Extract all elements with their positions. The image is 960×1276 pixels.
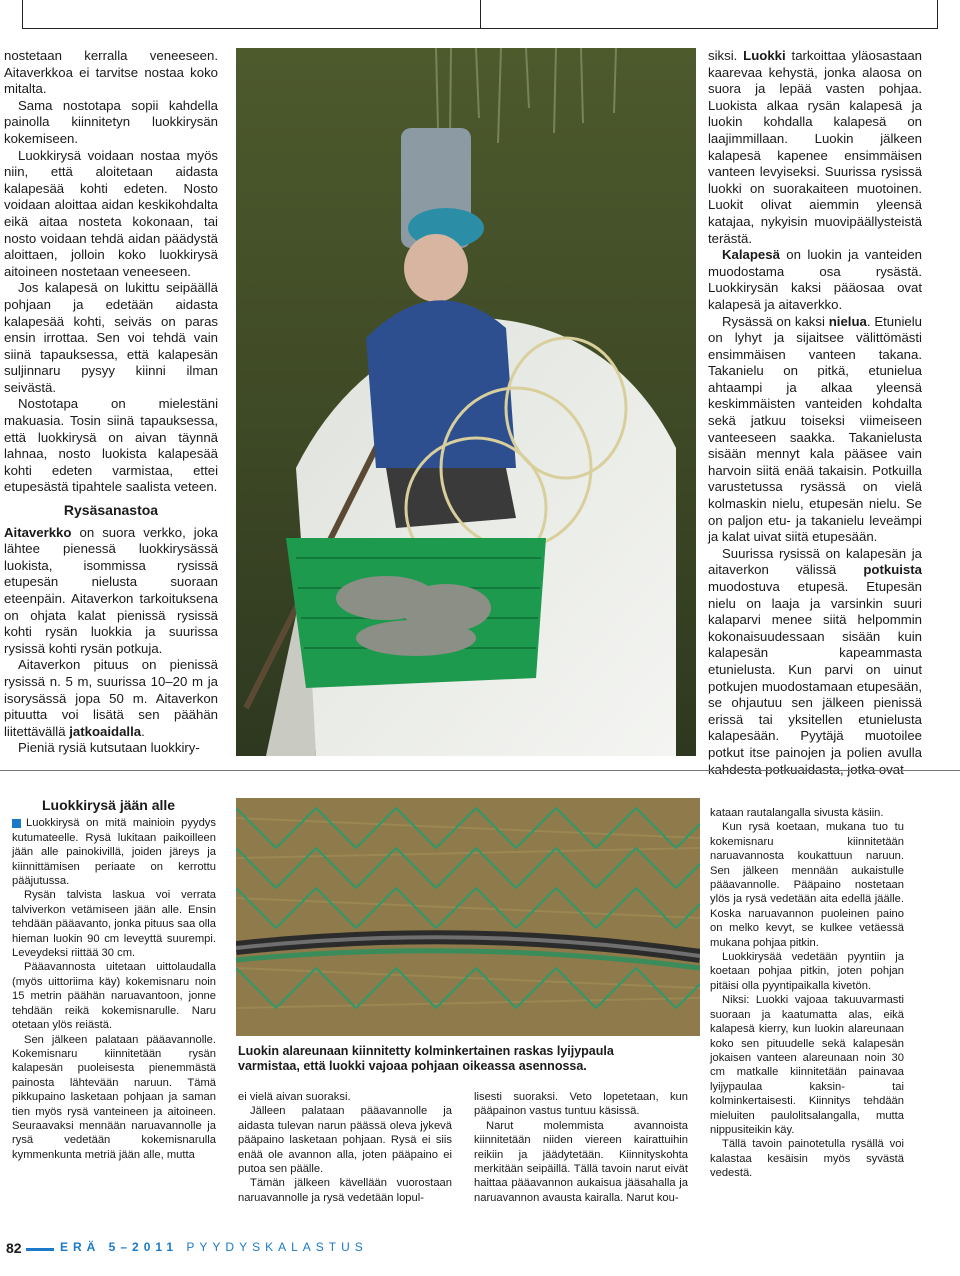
box-column-3 (474, 1090, 688, 1205)
net-photo (236, 798, 700, 1036)
paragraph: Suurissa rysissä on kalapesän ja aitaverkon välissä potkuista muodostuva etupesä. Etupesän nielu on laaja ja varsinkin suuri kalaparvi menee siitä helpommin kokonaisuudessaan sisään kuin kalapesän kapeammasta etunielusta. Kun parvi on uinut potkujen muodostamaan etupesään, se ohjautuu sen jälkeen pienissä erissä tai yksitellen etunielusta kalapesään. Pyytäjä muotoilee potkut itse painojen ja polien avulla (708, 545, 922, 760)
paragraph: Rysän talvista laskua voi verrata talviverkon vetämiseen jään alle. Ensin tehdään pääavanto, jonka pituus saa olla hieman luokin 90 cm leveyttä suurempi. Leveydeksi riittää 30 cm. (12, 889, 216, 960)
section-divider (0, 770, 960, 771)
magazine-issue: ERÄ 5–2011 (60, 1240, 179, 1254)
section-name: PYYDYSKALASTUS (186, 1240, 368, 1254)
paragraph: Pääavannosta uitetaan uittolaudalla (myös uittoriima käy) kokemisnaru noin 15 metrin päähän naruavantoon, jonne tehdään reikä kokemisnarulle. Naru otetaan ylös reiästä. (12, 961, 216, 1032)
paragraph: Aitaverkko on suora verkko, joka lähtee pienessä luokkirysässä luokista, isommissa rysissä etupesän nielusta suoraan eteenpäin. Aitaverkon tarkoituksena on ohjata kalat pienissä rysissä kohti rysän luokkia ja suurissa rysissä kohti rysän potkuja. (4, 524, 218, 656)
net-photo-caption: Luokin alareunaan kiinnitetty kolminkertainen raskas lyijypaula varmistaa, että luokki vajoaa pohjaan oikeassa asennossa. (238, 1044, 614, 1073)
paragraph: Jos kalapesä on lukittu seipäällä pohjaan ja edetään aidasta kalapesää kohti, seiväs on paras ensin irrottaa. Sen voi tehdä vain siinä tapauksessa, että kalapesän suljinnaru pysyy kiinni ilman seivästä. (4, 280, 218, 395)
footer-label (60, 1240, 368, 1254)
paragraph: Aitaverkon pituus on pienissä rysissä n. 5 m, suurissa 10–20 m ja isorysässä jopa 50 m. Aitaverkon pituutta voi lisätä sen päähän liitettävällä jatkoaidalla. (4, 657, 218, 739)
glossary-term: Kalapesä (722, 247, 780, 263)
paragraph: Kalapesä on luokin ja vanteiden muodostama osa rysästä. Luokkirysän kaksi pääosaa ovat kalapesä ja aitaverkko. (708, 247, 922, 312)
paragraph: Nostotapa on mielestäni makuasia. Tosin siinä tapauksessa, että luokkirysä on aivan täynnä lahnaa, nosto luokista kalapesää kohti edeten varmistaa, ettei etupesästä tipahtele saalista veteen. (4, 396, 218, 495)
glossary-term: jatkoaidalla (69, 723, 142, 739)
net-closeup-photo (236, 798, 700, 1036)
paragraph: Tämän jälkeen kävellään vuorostaan naruavannolle ja rysä vedetään lopul- (238, 1177, 452, 1204)
paragraph: Jälleen palataan pääavannolle ja aidasta tulevan narun päässä oleva jykevä pääpaino lasketaan pohjaan. Rysä ei siis enää ole avannon alla, joten pääpaino ei putoa sen päälle. (238, 1105, 452, 1176)
glossary-term: nielua (828, 313, 867, 329)
page-number: 82 (6, 1240, 22, 1256)
paragraph: siksi. Luokki tarkoittaa yläosastaan kaarevaa kehystä, jonka alaosa on suora ja lepää vasten pohjaa. Luokista alkaa rysän kalapesä ja luokin kohdalla kalapesä on laajimmillaan. Luokin jälkeen kalapesä kapenee ensimmäisen vanteen levyiseksi. Suurissa rysissä luokki on suorakaiteen muotoinen. Luokit olivat aiemmin yleensä katajaa, nykyisin muovipäällysteistä terästä. (708, 48, 923, 246)
left-column (4, 48, 218, 757)
paragraph: lisesti suoraksi. Veto lopetetaan, kun pääpainon vastus tuntuu käsissä. (474, 1091, 688, 1118)
fisherman-boat-photo (236, 48, 696, 756)
paragraph: Luokkirysä voidaan nostaa myös niin, että aloitetaan aidasta kalapesää kohti edeten. Nosto voidaan aloittaa aidan keskikohdalta eikä aitaa nosteta kokonaan, tai nosto voidaan tehdä aidan päädystä aloittaen, jolloin koko luokkirysä aitoineen nostetaan veneeseen. (4, 147, 218, 279)
box-column-2 (238, 1090, 452, 1205)
paragraph: Niksi: Luokki vajoaa takuuvarmasti suoraan ja kaatumatta alas, eikä kalapesä kierry, kun luokin alareunaan koko sen pituudelle sekä kalapesän jokaisen vanteen alareunaan noin 30 cm matkalle kiinnitetään painavaa lyijypaulaa kaksin- tai kolminkertaisesti. Kiinnitys tehdään mieluiten paulolitsalangalla, mutta nippusiteikin käy. (710, 994, 904, 1136)
paragraph: Sen jälkeen palataan pääavannolle. Kokemisnaru kiinnitetään rysän kalapesän puoleisesta pienemmästä painosta lähtevään naruun. Tämä pikkupaino lasketaan pohjaan ja saman tien myös rysä vanteineen ja aitoineen. Seuraavaksi mennään naruavannolle ja rysä vedetään kokemisnarulla kymmenkunta metriä jään alle, mutta (12, 1033, 216, 1161)
box-title: Luokkirysä jään alle (42, 797, 176, 813)
paragraph: Sama nostotapa sopii kahdella painolla kiinnitetyn luokkirysän kokemiseen. (4, 97, 218, 146)
glossary-term: Luokki (743, 48, 786, 63)
paragraph: Luokkirysä on mitä mainioin pyydys kutumateelle. Rysä lukitaan paikoilleen jään alle painokivillä, joiden järeys ja kiinnittämisen periaate on kerrottu pääjutussa. (12, 817, 216, 888)
box-column-1 (12, 798, 216, 1162)
paragraph: Rysässä on kaksi nielua. Etunielu on lyhyt ja sijaitsee välittömästi ensimmäisen vanteen takana. Takanielu on pitkä, etunielua ahtaampi ja alkaa yleensä keskimmäisten vanteiden kohdalta sekä jatkuu toiseksi viimeiseen vanteeseen saakka. Takanielusta sisään mennyt kala pääsee vain harvoin siitä enää takaisin. Potkuilla varustetussa rysässä on vielä kolmaskin nielu, etupesän nielu. Se on paljon etu- ja takanielu leveämpi ja kalat uivat siitä etupesään. (708, 313, 922, 545)
page-footer (0, 1230, 960, 1270)
paragraph: Narut molemmista avannoista kiinnitetään niiden viereen kairattuihin reikiin ja jäädytetään. Kiinnityskohta merkitään seipäillä. Tällä tavoin narut eivät haittaa pääavannon aukaisua jääsahalla ja naruavannon avausta kairalla. Narut kou- (474, 1119, 688, 1204)
paragraph: Luokkirysää vedetään pyyntiin ja koetaan pohjaa pitkin, joten pohjan pitäisi olla pyyntipaikalla kivetön. (710, 951, 904, 992)
paragraph: kataan rautalangalla sivusta käsiin. (710, 807, 884, 819)
glossary-term: potkuista (863, 562, 922, 578)
footer-accent-bar (26, 1248, 54, 1251)
square-bullet-icon (12, 819, 21, 828)
paragraph: nostetaan kerralla veneeseen. Aitaverkkoa ei tarvitse nostaa koko mitalta. (4, 48, 218, 97)
paragraph: Kun rysä koetaan, mukana tuo tu kokemisnaru kiinnitetään naruavannosta koukattuun naruun. Sen jälkeen mennään aukaistulle pääavannolle. Pääpaino nostetaan ylös ja rysä vedetään aita edellä jäälle. Koska naruavannon puoleinen paino on melko kevyt, se kulkee vetäessä mukana pohjaa pitkin. (710, 821, 904, 949)
paragraph: ei vielä aivan suoraksi. (238, 1091, 351, 1103)
box-column-4 (710, 806, 904, 1181)
paragraph: Pieniä rysiä kutsutaan luokkiry- (18, 740, 200, 756)
glossary-heading: Rysäsanastoa (63, 502, 159, 519)
top-rule (0, 0, 960, 30)
glossary-term: Aitaverkko (4, 524, 72, 540)
right-column (708, 48, 922, 778)
paragraph: Tällä tavoin painotetulla rysällä voi kalastaa kesäisin myös syvästä vedestä. (710, 1138, 904, 1180)
main-photo (236, 48, 696, 756)
